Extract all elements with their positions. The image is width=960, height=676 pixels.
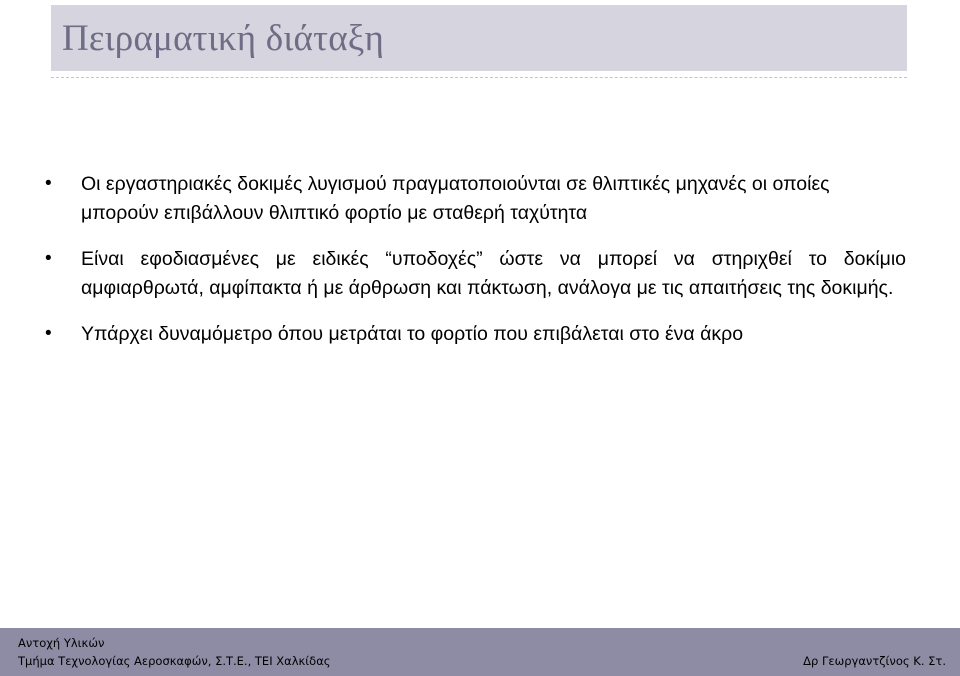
- bullet-text: Υπάρχει δυναμόμετρο όπου μετράται το φορτίο που επιβάλεται στο ένα άκρο: [81, 323, 744, 345]
- bullet-marker: •: [45, 323, 52, 344]
- footer-course: Αντοχή Υλικών: [18, 636, 105, 650]
- slide-title: Πειραματική διάταξη: [62, 18, 385, 59]
- bullet-marker: •: [45, 173, 52, 194]
- bullet-marker: •: [45, 248, 52, 269]
- footer-bar: [0, 628, 960, 676]
- bullet-item-1: [0, 170, 906, 227]
- bullet-text: Είναι εφοδιασμένες με ειδικές “υποδοχές” ώστε να μπορεί να στηριχθεί το δοκίμιο αμφιαρθρωτά, αμφίπακτα ή με άρθρωση και πάκτωση, ανάλογα με τις απαιτήσεις της δοκιμής.: [81, 248, 906, 299]
- bullet-item-2: [0, 245, 906, 302]
- footer-department: Τμήμα Τεχνολογίας Αεροσκαφών, Σ.Τ.Ε., ΤΕΙ Χαλκίδας: [18, 654, 331, 668]
- footer-author: Δρ Γεωργαντζίνος Κ. Στ.: [803, 654, 946, 668]
- title-divider: [51, 77, 907, 78]
- bullet-list: [0, 170, 960, 349]
- bullet-text: Οι εργαστηριακές δοκιμές λυγισμού πραγματοποιούνται σε θλιπτικές μηχανές οι οποίες μπορούν επιβάλλουν θλιπτικό φορτίο με σταθερή ταχύτητα: [81, 173, 830, 224]
- bullet-item-3: [0, 320, 906, 349]
- title-bar: [51, 5, 907, 71]
